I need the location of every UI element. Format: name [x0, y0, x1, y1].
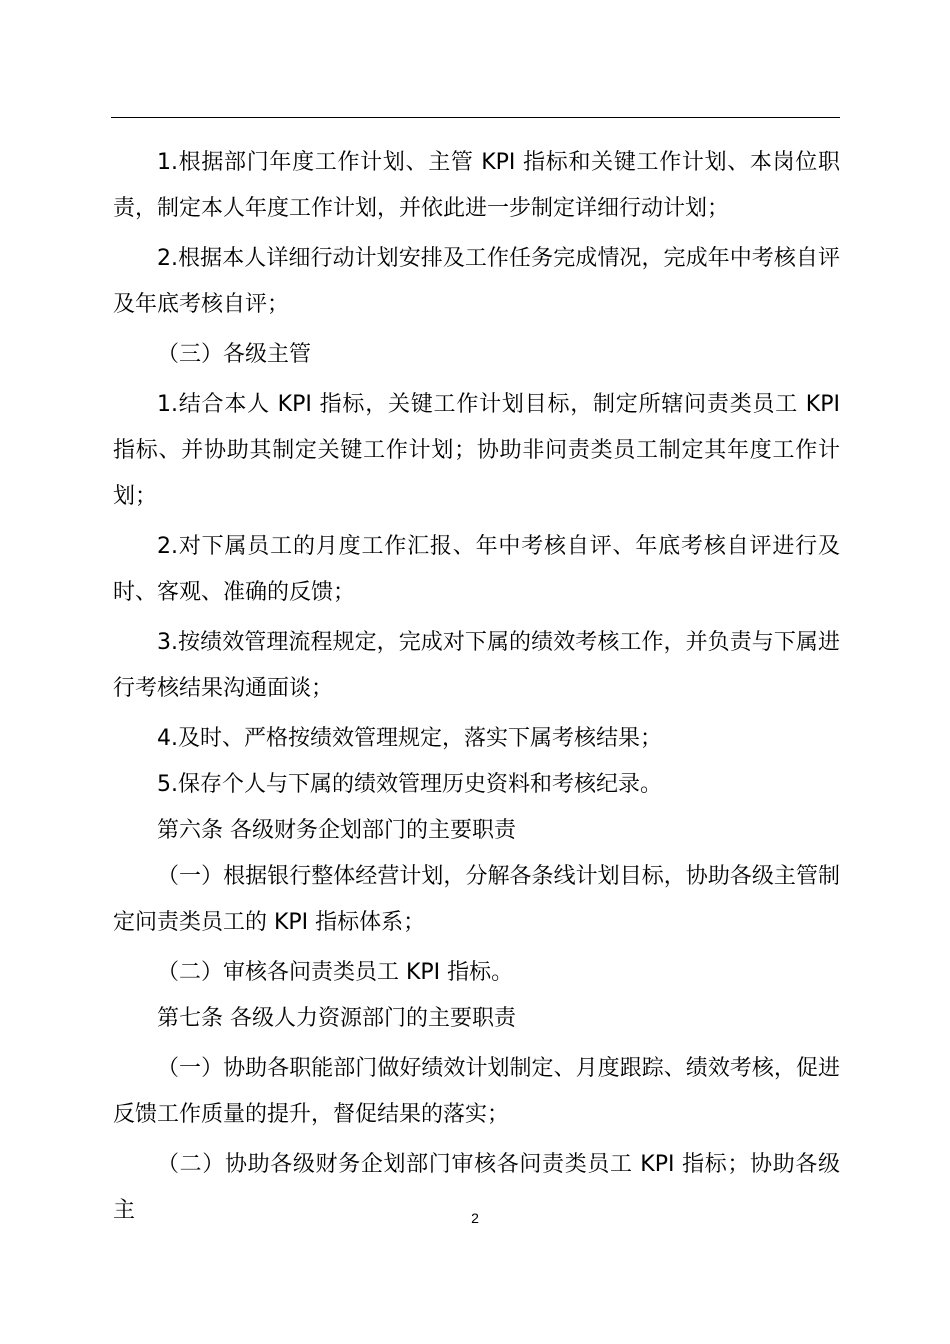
section-heading: （三）各级主管 — [157, 342, 312, 367]
paragraph: （二）审核各问责类员工 KPI 指标。 — [157, 960, 514, 985]
article-heading: 第七条 各级人力资源部门的主要职责 — [157, 1006, 516, 1031]
paragraph: 2.根据本人详细行动计划安排及工作任务完成情况，完成年中考核自评及年底考核自评； — [113, 246, 840, 317]
paragraph: （二）协助各级财务企划部门审核各问责类员工 KPI 指标；协助各级主 — [113, 1152, 840, 1223]
document-body — [113, 140, 840, 1234]
paragraph: 3.按绩效管理流程规定，完成对下属的绩效考核工作，并负责与下属进行考核结果沟通面谈； — [113, 630, 840, 701]
paragraph: 2.对下属员工的月度工作汇报、年中考核自评、年底考核自评进行及时、客观、准确的反馈； — [113, 534, 840, 605]
page-number: 2 — [471, 1210, 479, 1226]
paragraph: 1.根据部门年度工作计划、主管 KPI 指标和关键工作计划、本岗位职责，制定本人年度工作计划，并依此进一步制定详细行动计划； — [113, 150, 840, 221]
header-rule — [111, 117, 840, 118]
article-heading: 第六条 各级财务企划部门的主要职责 — [157, 818, 516, 843]
paragraph: 1.结合本人 KPI 指标，关键工作计划目标，制定所辖问责类员工 KPI 指标、并协助其制定关键工作计划；协助非问责类员工制定其年度工作计划； — [113, 392, 840, 509]
paragraph: 4.及时、严格按绩效管理规定，落实下属考核结果； — [157, 726, 662, 751]
paragraph: 5.保存个人与下属的绩效管理历史资料和考核纪录。 — [157, 772, 662, 797]
paragraph: （一）根据银行整体经营计划，分解各条线计划目标，协助各级主管制定问责类员工的 KPI 指标体系； — [113, 864, 840, 935]
paragraph: （一）协助各职能部门做好绩效计划制定、月度跟踪、绩效考核，促进反馈工作质量的提升，督促结果的落实； — [113, 1056, 840, 1127]
